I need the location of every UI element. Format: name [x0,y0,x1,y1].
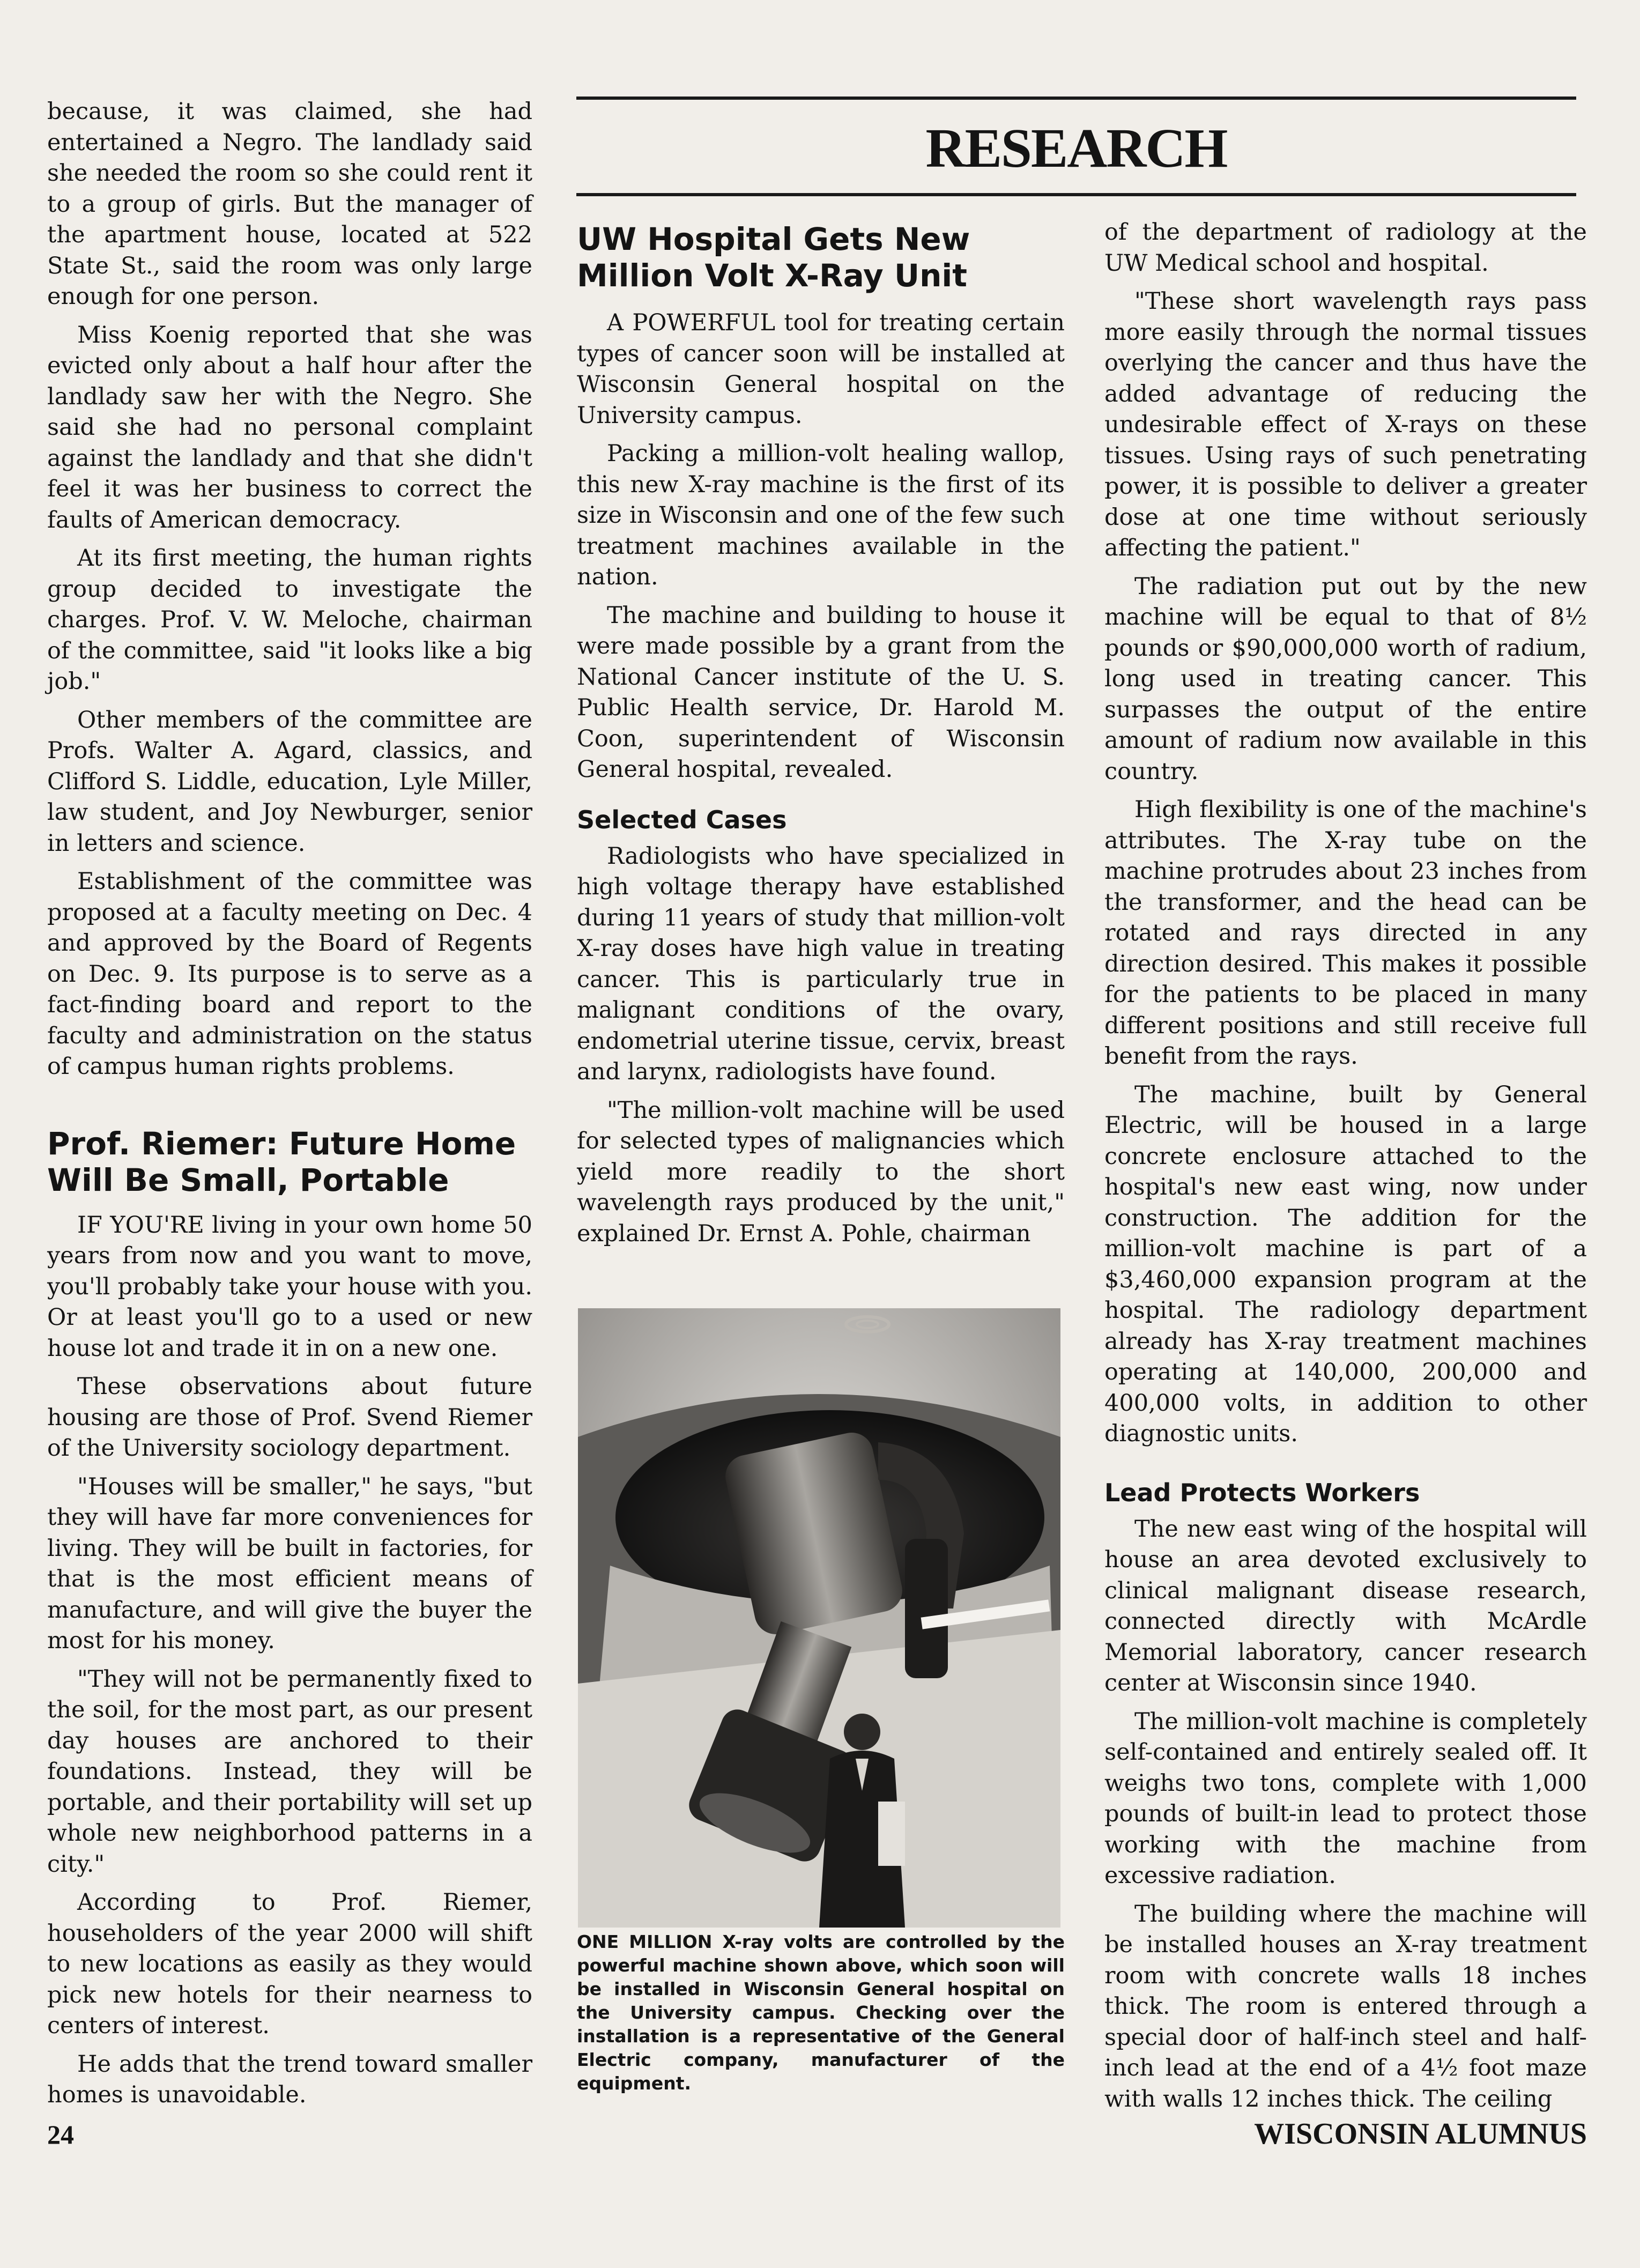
subhead-selected-cases: Selected Cases [577,805,787,834]
paragraph: Radiologists who have specialized in high voltage therapy have established during 11 years of study that million-volt X-ray doses have high value in treating cancer. This is particularly true in malignant conditions of the ovary, endometrial uterine tissue, cervix, breast and larynx, radiologists have found. [577,842,1065,1085]
page-number: 24 [47,2119,74,2150]
column-3 [1104,217,1587,2122]
paragraph: Other members of the committee are Profs. Walter A. Agard, classics, and Clifford S. Liddle, education, Lyle Miller, law student, and Joy Newburger, senior in letters and science. [47,706,532,857]
paragraph: The machine and building to house it were made possible by a grant from the National Cancer institute of the U. S. Public Health service, Dr. Harold M. Coon, superintendent of Wisconsin General hospital, revealed. [577,602,1065,783]
paragraph: "The million-volt machine will be used for selected types of malignancies which yield more readily to the short wavelength rays produced by the unit," explained Dr. Ernst A. Pohle, chairman [577,1096,1065,1247]
paragraph: IF YOU'RE living in your own home 50 years from now and you want to move, you'll probably take your house with you. Or at least you'll go to a used or new house lot and trade it in on a new one. [47,1211,532,1362]
paragraph: Packing a million-volt healing wallop, this new X-ray machine is the first of its size in Wisconsin and one of the few such treatment machines available in the nation. [577,440,1065,590]
paragraph: These observations about future housing are those of Prof. Svend Riemer of the University sociology department. [47,1373,532,1462]
paragraph: "Houses will be smaller," he says, "but they will have far more conveniences for living. They will be built in factories, for that is the most efficient means of manufacture, and will give the buyer the most for his money. [47,1473,532,1654]
column-2 [577,221,1065,1257]
paragraph: The new east wing of the hospital will house an area devoted exclusively to clinical malignant disease research, connected directly with McArdle Memorial laboratory, cancer research center at Wisconsin since 1940. [1104,1515,1587,1696]
xray-machine-illustration [578,1308,1060,1928]
top-rule [576,97,1576,100]
paragraph: The radiation put out by the new machine will be equal to that of 8½ pounds or $90,000,000 worth of radium, long used in treating cancer. This surpasses the output of the entire amount of radium now available in this country. [1104,573,1587,785]
photo-caption: ONE MILLION X-ray volts are controlled by the powerful machine shown above, which soon will be installed in Wisconsin General hospital on the University campus. Checking over the installation is a representative of the General Electric company, manufacturer of the equipment. [577,1931,1065,2094]
masthead-rule [576,193,1576,196]
paragraph: "They will not be permanently fixed to the soil, for the most part, as our present day houses are anchored to their foundations. Instead, they will be portable, and their portability will set up whole new neighborhood patterns in a city." [47,1665,532,1878]
paragraph: "These short wavelength rays pass more easily through the normal tissues overlying the cancer and thus have the added advantage of reducing the undesirable effect of X-rays on these tissues. Using rays of such penetrating power, it is possible to deliver a greater dose at one time without seriously affecting the patient." [1104,288,1587,561]
paragraph: The machine, built by General Electric, will be housed in a large concrete enclosure attached to the hospital's new east wing, now under construction. The addition for the million-volt machine is part of a $3,460,000 expansion program at the hospital. The radiology department already has X-ray treatment machines operating at 140,000, 200,000 and 400,000 volts, in addition to other diagnostic units. [1104,1081,1587,1447]
paragraph: Miss Koenig reported that she was evicted only about a half hour after the landlady saw her with the Negro. She said she had no personal complaint against the landlady and that she didn't feel it was her business to correct the faults of American democracy. [47,321,532,533]
paragraph: Establishment of the committee was proposed at a faculty meeting on Dec. 4 and approved by the Board of Regents on Dec. 9. Its purpose is to serve as a fact-finding board and report to the faculty and administration on the status of campus human rights problems. [47,868,532,1080]
paragraph: High flexibility is one of the machine's attributes. The X-ray tube on the machine protrudes about 23 inches from the transformer, and the head can be rotated and rays directed in any direction desired. This makes it possible for the patients to be placed in many different positions and still receive full benefit from the rays. [1104,796,1587,1070]
subhead-lead-protects-workers: Lead Protects Workers [1104,1478,1420,1507]
paragraph: He adds that the trend toward smaller homes is unavoidable. [47,2050,532,2108]
section-title: RESEARCH [925,117,1227,179]
xray-machine-photo [578,1308,1060,1928]
riemer-headline: Prof. Riemer: Future Home Will Be Small, Portable [47,1125,516,1198]
paragraph: At its first meeting, the human rights group decided to investigate the charges. Prof. V. W. Meloche, chairman of the committee, said "it looks like a big job." [47,545,532,695]
magazine-name: WISCONSIN ALUMNUS [1254,2117,1587,2151]
paragraph: The million-volt machine is completely self-contained and entirely sealed off. It weighs two tons, complete with 1,000 pounds of built-in lead to protect those working with the machine from excessive radiation. [1104,1708,1587,1889]
article-headline: UW Hospital Gets New Million Volt X-Ray Unit [577,221,970,294]
paragraph: The building where the machine will be installed houses an X-ray treatment room with concrete walls 18 inches thick. The room is entered through a special door of half-inch steel and half-inch lead at the end of a 4½ foot maze with walls 12 inches thick. The ceiling [1104,1900,1587,2113]
column-1 [47,97,532,2118]
paragraph: A POWERFUL tool for treating certain types of cancer soon will be installed at Wisconsin General hospital on the University campus. [577,309,1065,429]
paragraph: because, it was claimed, she had entertained a Negro. The landlady said she needed the room so she could rent it to a group of girls. But the manager of the apartment house, located at 522 State St., said the room was only large enough for one person. [47,98,532,310]
paragraph: of the department of radiology at the UW Medical school and hospital. [1104,219,1587,277]
paragraph: According to Prof. Riemer, householders of the year 2000 will shift to new locations as easily as they would pick new hotels for their nearness to centers of interest. [47,1889,532,2039]
